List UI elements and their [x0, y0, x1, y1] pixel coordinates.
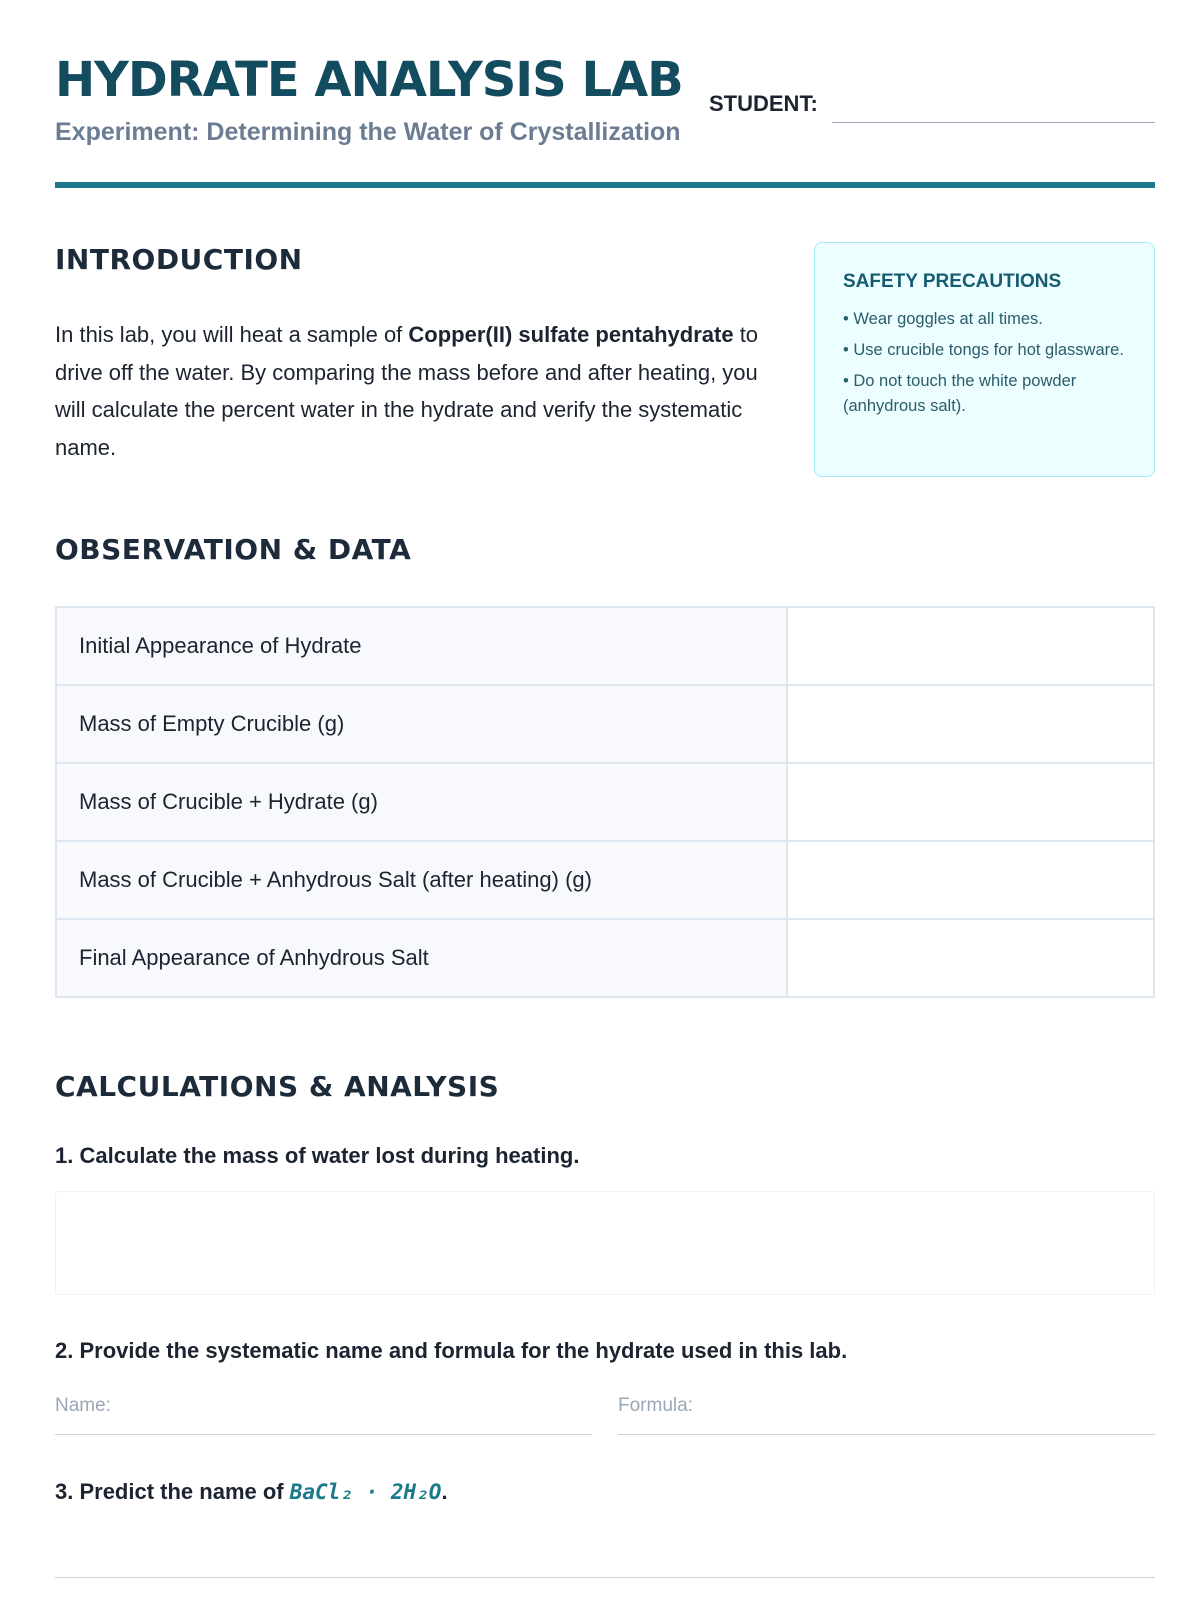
question-3-suffix: . — [441, 1479, 448, 1504]
table-row — [56, 607, 1154, 685]
table-row — [56, 841, 1154, 919]
observation-data-table — [55, 606, 1155, 998]
question-3-prefix: 3. Predict the name of — [55, 1479, 290, 1504]
worksheet-header — [55, 52, 1155, 192]
student-name-field[interactable] — [832, 122, 1155, 123]
row-label: Final Appearance of Anhydrous Salt — [56, 919, 787, 997]
safety-item: • Do not touch the white powder (anhydrous salt). — [843, 372, 1077, 415]
question-3 — [55, 1479, 448, 1505]
student-label: STUDENT: — [709, 91, 818, 116]
header-divider — [55, 182, 1155, 188]
observation-heading: OBSERVATION & DATA — [55, 533, 412, 566]
answer-box-1[interactable] — [55, 1191, 1155, 1295]
row-label: Initial Appearance of Hydrate — [56, 607, 787, 685]
row-value-cell[interactable] — [787, 763, 1154, 841]
question-2: 2. Provide the systematic name and formula for the hydrate used in this lab. — [55, 1338, 848, 1363]
worksheet-subtitle: Experiment: Determining the Water of Crystallization — [55, 118, 681, 146]
row-value-cell[interactable] — [787, 685, 1154, 763]
safety-item: • Wear goggles at all times. — [843, 310, 1043, 328]
name-field-label: Name: — [55, 1395, 111, 1416]
formula-field[interactable] — [618, 1395, 1155, 1435]
answer-line-3[interactable] — [55, 1577, 1155, 1578]
safety-title: SAFETY PRECAUTIONS — [843, 271, 1062, 292]
row-value-cell[interactable] — [787, 607, 1154, 685]
table-row — [56, 685, 1154, 763]
worksheet-title: HYDRATE ANALYSIS LAB — [55, 52, 683, 108]
question-3-formula: BaCl₂ · 2H₂O — [289, 1480, 442, 1504]
row-label: Mass of Empty Crucible (g) — [56, 685, 787, 763]
intro-text-after: to drive off the water. By comparing the mass before and after heating, you will calculate the percent water in the hydrate and verify the systematic name. — [55, 322, 759, 460]
question-1: 1. Calculate the mass of water lost during heating. — [55, 1143, 580, 1168]
safety-precautions-box — [814, 242, 1155, 477]
row-value-cell[interactable] — [787, 841, 1154, 919]
formula-field-label: Formula: — [618, 1395, 693, 1416]
table-row — [56, 919, 1154, 997]
row-value-cell[interactable] — [787, 919, 1154, 997]
introduction-heading: INTRODUCTION — [55, 243, 303, 276]
table-row — [56, 763, 1154, 841]
worksheet-page — [55, 0, 1155, 1600]
row-label: Mass of Crucible + Anhydrous Salt (after heating) (g) — [56, 841, 787, 919]
intro-compound-name: Copper(II) sulfate pentahydrate — [408, 322, 734, 347]
name-field[interactable] — [55, 1395, 592, 1435]
safety-item: • Use crucible tongs for hot glassware. — [843, 341, 1124, 359]
introduction-text — [55, 316, 765, 466]
calculations-heading: CALCULATIONS & ANALYSIS — [55, 1070, 500, 1103]
intro-text-before: In this lab, you will heat a sample of — [55, 322, 409, 347]
row-label: Mass of Crucible + Hydrate (g) — [56, 763, 787, 841]
